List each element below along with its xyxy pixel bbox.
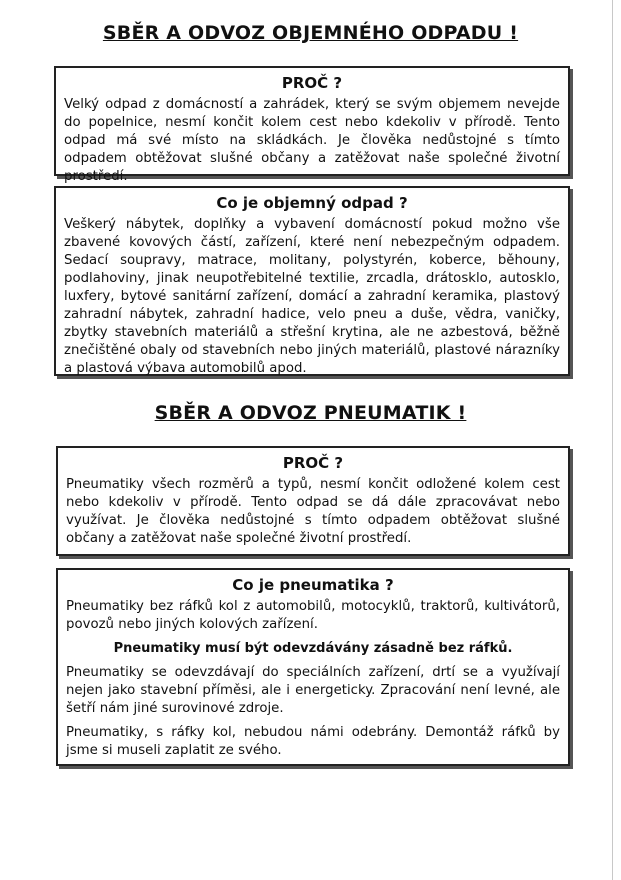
- tires-what-title: Co je pneumatika ?: [232, 576, 394, 594]
- bulky-waste-heading: SBĚR A ODVOZ OBJEMNÉHO ODPADU !: [102, 22, 519, 44]
- bulky-waste-what-title: Co je objemný odpad ?: [216, 194, 408, 212]
- bulky-waste-why-title: PROČ ?: [281, 74, 343, 92]
- bulky-waste-why-text: Velký odpad z domácností a zahrádek, který se svým objemem nevejde do popelnice, nesmí končit kolem cest nebo kdekoliv v přírodě. Tento odpad má své místo na skládkách. Je člověka nedůstojné s tímto odpadem obtěžovat slušné občany a zatěžovat naše společné životní prostředí.: [64, 97, 560, 184]
- tires-why-title: PROČ ?: [282, 454, 344, 472]
- tires-heading: SBĚR A ODVOZ PNEUMATIK !: [154, 402, 467, 424]
- bulky-waste-why-box: [54, 66, 570, 184]
- tires-emphasis-text: Pneumatiky musí být odevzdávány zásadně bez ráfků.: [113, 641, 513, 656]
- bulky-waste-what-text: Veškerý nábytek, doplňky a vybavení domácností pokud možno vše zbavené kovových částí, zařízení, které není nebezpečným odpadem. Sedací soupravy, matrace, molitany, polystyrén, koberce, běhouny, podlahoviny, jinak neupotřebitelné textilie, zrcadla, drátosklo, autosklo, luxfery, bytové sanitární zařízení, domácí a zahradní keramika, plastový zahradní nábytek, zahradní hadice, velo pneu a duše, vědra, vaničky, zbytky stavebních materiálů a střešní krytina, ale ne azbestová, běžně znečištěné obaly od stavebních nebo jiných materiálů, plastové nárazníky a plastová výbava automobilů apod.: [64, 217, 560, 376]
- tires-what-box: [56, 568, 570, 766]
- tires-what-paragraph-1: Pneumatiky bez ráfků kol z automobilů, motocyklů, traktorů, kultivátorů, povozů nebo jiných kolových zařízení.: [66, 599, 560, 632]
- tires-what-paragraph-3: Pneumatiky, s ráfky kol, nebudou námi odebrány. Demontáž ráfků by jsme si museli zaplatit ze svého.: [66, 725, 560, 758]
- tires-why-text: Pneumatiky všech rozměrů a typů, nesmí končit odložené kolem cest nebo kdekoliv v přírodě. Tento odpad se dá dále zpracovávat nebo využívat. Je člověka nedůstojné s tímto odpadem obtěžovat slušné občany a zatěžovat naše společné životní prostředí.: [66, 477, 560, 546]
- tires-what-paragraph-2: Pneumatiky se odevzdávají do speciálních zařízení, drtí se a využívají nejen jako stavební příměsi, ale i energeticky. Zpracování není levné, ale šetří nám jiné surovinové zdroje.: [66, 665, 560, 716]
- tires-why-box: [56, 446, 570, 556]
- bulky-waste-what-box: [54, 186, 570, 376]
- page-edge-line: [612, 0, 613, 880]
